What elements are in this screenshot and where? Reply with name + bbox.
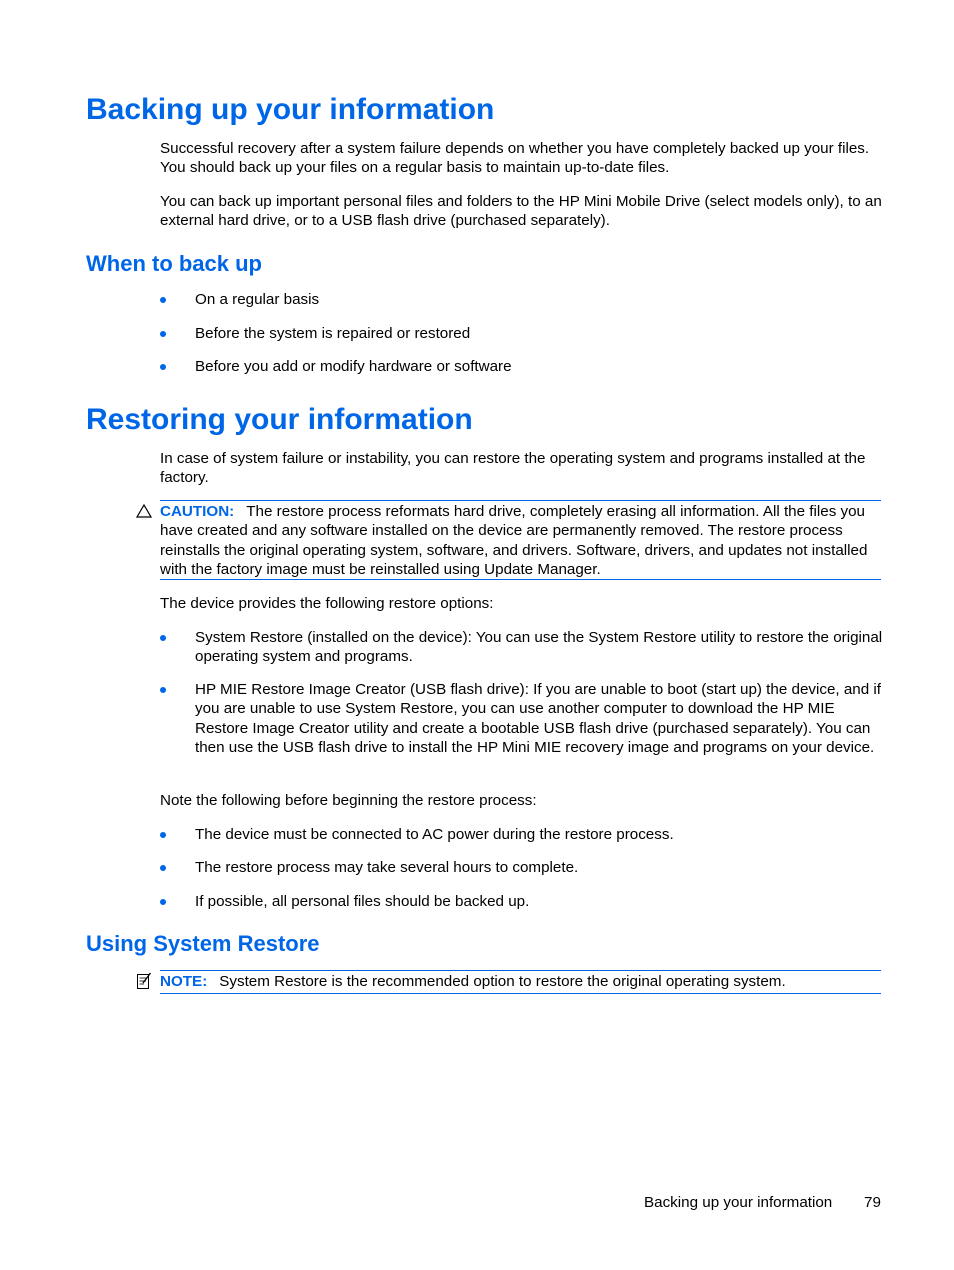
paragraph-restore-intro: In case of system failure or instability, you can restore the operating system and programs installed at the factory.: [160, 450, 866, 487]
list-item: [160, 858, 886, 878]
bullet-icon: [160, 635, 166, 641]
list-item: [160, 324, 886, 344]
note-label: NOTE:: [160, 973, 208, 990]
paragraph-recovery: Successful recovery after a system failure depends on whether you have completely backed up your files. You should back up your files on a regular basis to maintain up-to-date files.: [160, 140, 870, 177]
footer-section-name: Backing up your information: [644, 1194, 833, 1211]
list-item-text: HP MIE Restore Image Creator (USB flash drive): If you are unable to boot (start up) the device, and if you are unable to use System Restore, you can use another computer to download the HP MIE Restore Image Creator utility and create a bootable USB flash drive (purchased separately). You can then use the USB flash drive to install the HP Mini MIE recovery image and programs on your device.: [195, 681, 882, 757]
paragraph-options-intro: The device provides the following restore options:: [160, 595, 494, 612]
list-item: [160, 825, 886, 845]
bullet-icon: [160, 331, 166, 337]
list-item-text: The restore process may take several hours to complete.: [195, 859, 579, 876]
list-item-text: System Restore (installed on the device): You can use the System Restore utility to restore the original operating system and programs.: [195, 629, 883, 666]
list-item-text: The device must be connected to AC power during the restore process.: [195, 826, 674, 843]
note-text: System Restore is the recommended option to restore the original operating system.: [219, 973, 786, 990]
heading-restoring: Restoring your information: [86, 403, 473, 436]
bullet-icon: [160, 865, 166, 871]
list-item: [160, 628, 886, 668]
list-item-text: If possible, all personal files should be backed up.: [195, 893, 530, 910]
bullet-icon: [160, 364, 166, 370]
bullet-icon: [160, 297, 166, 303]
list-item: [160, 357, 886, 377]
caution-triangle-icon: [136, 504, 152, 518]
bullet-icon: [160, 832, 166, 838]
note-box: [160, 970, 881, 994]
heading-when-to-back-up: When to back up: [86, 251, 262, 276]
paragraph-backup-locations: You can back up important personal files and folders to the HP Mini Mobile Drive (select models only), to an external hard drive, or to a USB flash drive (purchased separately).: [160, 193, 882, 230]
caution-box: [160, 500, 881, 580]
list-item: [160, 290, 886, 310]
paragraph-notes-intro: Note the following before beginning the restore process:: [160, 792, 537, 809]
heading-backing-up: Backing up your information: [86, 93, 495, 126]
list-item: [160, 892, 886, 912]
heading-using-system-restore: Using System Restore: [86, 931, 320, 956]
bullet-icon: [160, 899, 166, 905]
list-item: [160, 680, 886, 778]
list-item-text: On a regular basis: [195, 291, 320, 308]
page-number: 79: [864, 1194, 881, 1211]
list-item-text: Before the system is repaired or restored: [195, 325, 471, 342]
list-item-text: Before you add or modify hardware or software: [195, 358, 512, 375]
note-pad-icon: [136, 972, 152, 990]
caution-text: The restore process reformats hard drive, completely erasing all information. All the files you have created and any software installed on the device are permanently removed. The restore process reinstalls the original operating system, software, and drivers. Software, drivers, and updates not installed with the factory image must be reinstalled using Update Manager.: [160, 503, 868, 579]
bullet-icon: [160, 687, 166, 693]
caution-label: CAUTION:: [160, 503, 235, 520]
